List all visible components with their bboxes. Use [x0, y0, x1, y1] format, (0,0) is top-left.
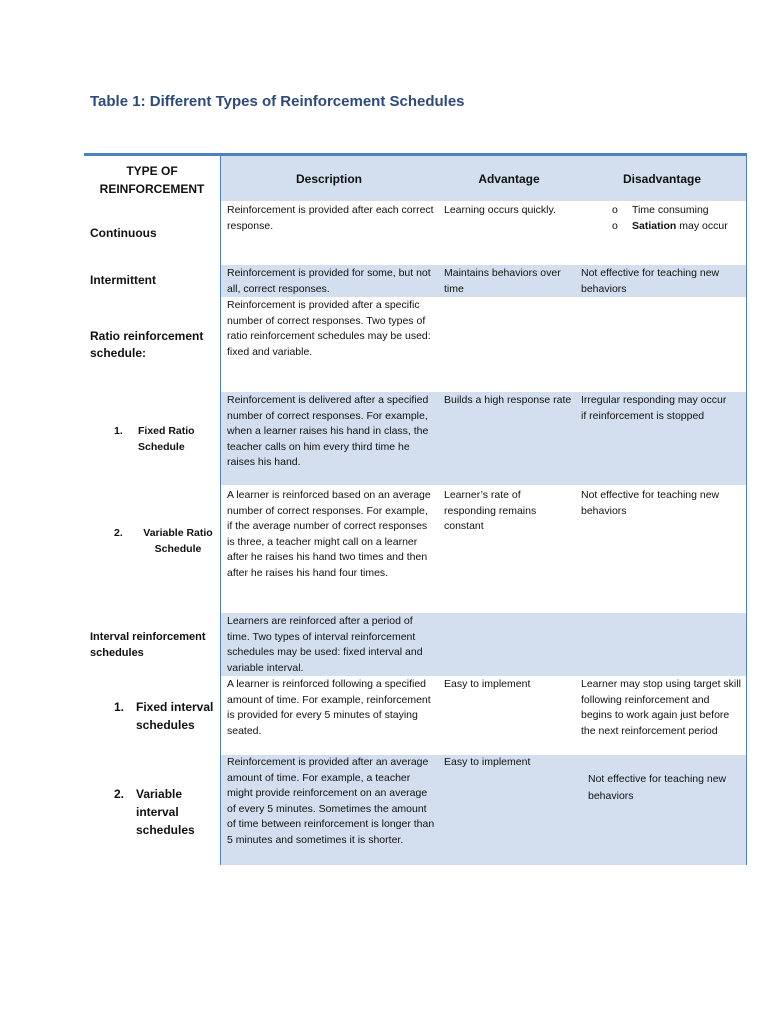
bullet-icon: o — [612, 204, 618, 216]
row-label-ratio: Ratio reinforcement schedule: — [90, 329, 204, 360]
table-right-border — [746, 156, 747, 865]
table-title: Table 1: Different Types of Reinforcement Schedules — [90, 93, 465, 110]
cell-advantage: Builds a high response rate — [444, 394, 572, 406]
cell-disadvantage: Learner may stop using target skill following reinforcement and begins to work again just before the next reinforcement period — [581, 678, 741, 737]
table-row — [84, 485, 747, 613]
bullet-text: may occur — [676, 219, 728, 232]
bullet-icon: o — [612, 219, 618, 232]
header-row — [84, 156, 747, 201]
header-description: Description — [295, 172, 362, 186]
cell-description: Reinforcement is provided after an average amount of time. For example, a teacher might provide reinforcement on an average of every 5 minutes. Sometimes the amount of time between reinforcement is longer than 5 minutes and sometimes it is shorter. — [227, 756, 435, 846]
cell-advantage: Learning occurs quickly. — [444, 204, 556, 216]
table-row — [84, 392, 747, 485]
column-divider — [220, 156, 221, 865]
header-disadvantage: Disadvantage — [622, 172, 702, 186]
cell-description: Reinforcement is delivered after a specified number of correct responses. For example, when a learner raises his hand in class, the teacher calls on him every third time he raises his hand. — [227, 394, 429, 469]
header-advantage: Advantage — [478, 172, 540, 186]
list-item — [612, 219, 747, 235]
table-row — [84, 676, 747, 755]
list-item — [612, 203, 747, 219]
table-row — [84, 755, 747, 865]
row-label-variable-interval: Variable interval schedules — [136, 787, 195, 837]
table-row — [84, 265, 747, 297]
bullet-bold-text: Satiation — [632, 219, 677, 232]
table-row — [84, 613, 747, 676]
row-label-fixed-interval: Fixed interval schedules — [136, 700, 214, 732]
row-number: 1. — [114, 425, 123, 437]
cell-description: Reinforcement is provided for some, but not all, correct responses. — [227, 267, 431, 295]
row-number: 2. — [114, 787, 125, 801]
cell-disadvantage: Not effective for teaching new behaviors — [581, 267, 720, 295]
cell-disadvantage: Irregular responding may occur if reinforcement is stopped — [581, 394, 727, 422]
cell-description: Reinforcement is provided after each correct response. — [227, 204, 434, 232]
table-row — [84, 297, 747, 392]
cell-description: A learner is reinforced based on an average number of correct responses. For example, if the average number of correct responses is three, a teacher might call on a learner after he raises his hand two times and then after he raises his hand four times. — [227, 489, 431, 579]
cell-disadvantage — [612, 203, 747, 234]
header-type: TYPE OF REINFORCEMENT — [99, 164, 205, 196]
cell-advantage: Maintains behaviors over time — [444, 267, 561, 295]
cell-description: Reinforcement is provided after a specific number of correct responses. Two types of ratio reinforcement schedules may be used: fixed and variable. — [227, 299, 431, 358]
cell-disadvantage: Not effective for teaching new behaviors — [581, 489, 720, 517]
cell-advantage: Easy to implement — [444, 756, 531, 768]
row-label-variable-ratio: Variable Ratio Schedule — [143, 527, 213, 555]
row-label-continuous: Continuous — [90, 226, 157, 240]
cell-advantage: Learner’s rate of responding remains constant — [444, 489, 537, 533]
row-label-interval: Interval reinforcement schedules — [90, 631, 206, 659]
row-label-fixed-ratio: Fixed Ratio Schedule — [138, 425, 195, 453]
cell-description: A learner is reinforced following a specified amount of time. For example, reinforcement is provided for every 5 minutes of staying seated. — [227, 678, 431, 737]
cell-description: Learners are reinforced after a period of time. Two types of interval reinforcement schedules may be used: fixed interval and variable interval. — [227, 615, 423, 674]
bullet-text: Time consuming — [632, 204, 709, 216]
row-number: 2. — [114, 527, 123, 539]
row-number: 1. — [114, 700, 125, 714]
row-label-intermittent: Intermittent — [90, 273, 156, 287]
cell-disadvantage: Not effective for teaching new behaviors — [588, 773, 727, 802]
table-row — [84, 201, 747, 265]
cell-advantage: Easy to implement — [444, 678, 531, 690]
